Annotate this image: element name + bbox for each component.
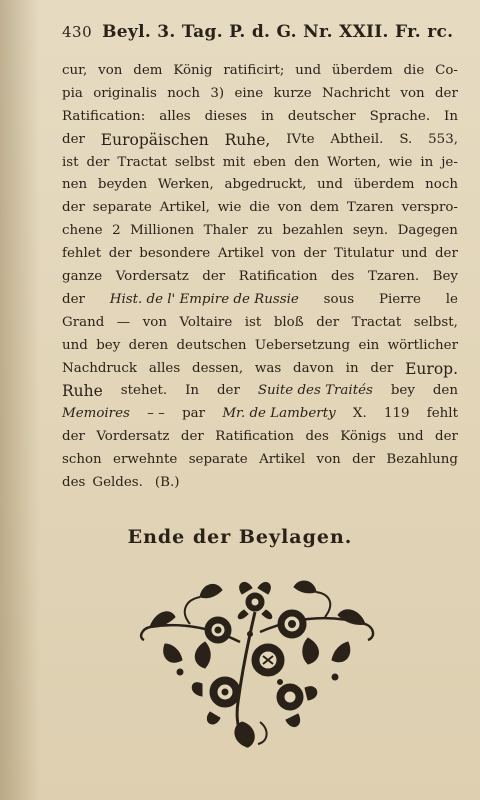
word: erwehnte bbox=[113, 452, 178, 468]
word: stehet. bbox=[120, 383, 168, 399]
word: Voltaire bbox=[179, 314, 233, 330]
word: Königs bbox=[340, 429, 387, 445]
word: ratificirt; bbox=[223, 63, 285, 78]
word: Abtheil. bbox=[330, 131, 384, 147]
word: chene bbox=[62, 223, 103, 239]
word: der bbox=[216, 383, 240, 399]
word: der bbox=[62, 291, 85, 307]
word: bey bbox=[390, 383, 415, 399]
italic-author: Mr. de Lamberty bbox=[222, 406, 336, 422]
section-marker: (B.) bbox=[154, 475, 180, 491]
word: davon bbox=[293, 360, 334, 376]
word: cur, bbox=[62, 63, 88, 78]
word: Millionen bbox=[130, 223, 195, 239]
word: die bbox=[249, 200, 270, 216]
word: überdem bbox=[331, 63, 393, 78]
text-line bbox=[62, 174, 458, 197]
word: in bbox=[260, 108, 274, 124]
word: und bbox=[397, 429, 424, 445]
word: Ratification bbox=[238, 269, 318, 285]
text-line bbox=[62, 403, 458, 426]
word: Tzaren. bbox=[367, 269, 420, 285]
word: der bbox=[180, 429, 204, 445]
word: kurze bbox=[273, 85, 312, 101]
word: und bbox=[62, 337, 88, 353]
word: der bbox=[108, 246, 132, 262]
word: deren bbox=[128, 337, 169, 353]
word: Dagegen bbox=[397, 223, 458, 239]
word: 3) bbox=[210, 85, 225, 101]
word: der bbox=[62, 429, 85, 445]
word: Thaler bbox=[203, 223, 248, 239]
word: Tractat bbox=[117, 154, 167, 170]
word: Artikel, bbox=[159, 200, 210, 216]
text-line bbox=[62, 335, 458, 358]
word: Tzaren bbox=[346, 200, 394, 216]
word: von bbox=[98, 63, 123, 78]
word: der bbox=[62, 131, 85, 147]
word: je- bbox=[441, 154, 458, 170]
word: le bbox=[445, 291, 458, 307]
word: Europ. bbox=[405, 359, 458, 378]
word: verspro- bbox=[401, 200, 458, 216]
text-line bbox=[62, 472, 458, 495]
word: Sprache. bbox=[369, 108, 431, 124]
body-text bbox=[62, 60, 458, 495]
word: Co- bbox=[435, 63, 458, 78]
word: abgedruckt, bbox=[224, 177, 307, 193]
word: Geldes. bbox=[92, 475, 143, 491]
word: 2 bbox=[112, 223, 121, 239]
word: des bbox=[331, 269, 355, 285]
word: nen bbox=[62, 177, 88, 193]
word: in bbox=[345, 360, 359, 376]
word: par bbox=[182, 406, 206, 422]
word: — bbox=[116, 314, 131, 330]
text-line bbox=[62, 266, 458, 289]
word: von bbox=[271, 246, 296, 262]
word: und bbox=[401, 246, 428, 262]
text-line bbox=[62, 220, 458, 243]
text-line bbox=[62, 289, 458, 312]
word: pia bbox=[62, 85, 83, 101]
word: der bbox=[202, 269, 226, 285]
text-line bbox=[62, 129, 458, 152]
word: In bbox=[444, 108, 458, 124]
word: eine bbox=[234, 85, 264, 101]
word: fehlt bbox=[426, 406, 458, 422]
word: der bbox=[434, 246, 458, 262]
running-head: Beyl. 3. Tag. P. d. G. Nr. XXII. Fr. rc. bbox=[102, 22, 454, 42]
word: noch bbox=[425, 177, 458, 193]
word: Artikel bbox=[259, 452, 306, 468]
word: Nachdruck bbox=[62, 360, 138, 376]
word: dem bbox=[309, 200, 340, 216]
word: von bbox=[277, 200, 303, 216]
word: ein bbox=[358, 337, 380, 353]
word: Pierre bbox=[378, 291, 421, 307]
word: in bbox=[420, 154, 434, 170]
word: Titulatur bbox=[333, 246, 394, 262]
word: sous bbox=[323, 291, 355, 307]
word: wie bbox=[388, 154, 413, 170]
word: wörtlicher bbox=[387, 337, 458, 353]
word: – – bbox=[147, 406, 165, 422]
word: Vordersatz bbox=[115, 269, 189, 285]
word: Ruhe, bbox=[224, 130, 271, 149]
word: dessen, bbox=[192, 360, 244, 376]
word: bloß bbox=[273, 314, 304, 330]
word: 119 bbox=[383, 406, 410, 422]
word: den bbox=[294, 154, 320, 170]
word: In bbox=[185, 383, 200, 399]
word: deutscher bbox=[287, 108, 356, 124]
text-line bbox=[62, 83, 458, 106]
word: des bbox=[305, 429, 329, 445]
word: selbst, bbox=[413, 314, 458, 330]
text-line bbox=[62, 312, 458, 335]
word: von bbox=[142, 314, 167, 330]
word: beyden bbox=[97, 177, 148, 193]
text-line bbox=[62, 106, 458, 129]
word: von bbox=[316, 452, 341, 468]
word: Nachricht bbox=[322, 85, 391, 101]
word: dem bbox=[133, 63, 163, 78]
text-line bbox=[62, 243, 458, 266]
word: wie bbox=[217, 200, 242, 216]
word: bezahlen bbox=[282, 223, 344, 239]
text-line bbox=[62, 449, 458, 472]
word: bey bbox=[96, 337, 121, 353]
word: separate bbox=[188, 452, 248, 468]
word: von bbox=[400, 85, 425, 101]
word: der bbox=[352, 452, 376, 468]
word: Artikel bbox=[217, 246, 264, 262]
text-line bbox=[62, 152, 458, 175]
floral-vignette-icon bbox=[130, 572, 380, 752]
word: originalis bbox=[93, 85, 157, 101]
word: selbst bbox=[174, 154, 215, 170]
word: und bbox=[317, 177, 343, 193]
word: Werken, bbox=[157, 177, 214, 193]
text-line bbox=[62, 426, 458, 449]
page-number: 430 bbox=[62, 23, 93, 41]
closing-heading: Ende der Beylagen. bbox=[127, 526, 353, 548]
word: der bbox=[86, 154, 110, 170]
text-line bbox=[62, 380, 458, 403]
word: alles bbox=[159, 108, 191, 124]
word: ist bbox=[62, 154, 79, 170]
word: des bbox=[62, 475, 86, 491]
word: schon bbox=[62, 452, 102, 468]
word: S. bbox=[399, 131, 413, 147]
word: der bbox=[316, 314, 340, 330]
word: Ratification bbox=[215, 429, 295, 445]
word: Bezahlung bbox=[386, 452, 458, 468]
word: was bbox=[254, 360, 282, 376]
word: Ruhe bbox=[62, 382, 103, 401]
word: Ratification: bbox=[62, 108, 146, 124]
word: König bbox=[173, 63, 213, 78]
word: seyn. bbox=[352, 223, 389, 239]
word: dieses bbox=[204, 108, 248, 124]
word: ist bbox=[244, 314, 262, 330]
word: besondere bbox=[139, 246, 211, 262]
italic-title: Hist. de l' Empire de Russie bbox=[109, 291, 299, 307]
text-line bbox=[62, 60, 458, 83]
word: Vordersatz bbox=[96, 429, 170, 445]
word: die bbox=[403, 63, 425, 78]
word: Tractat bbox=[351, 314, 402, 330]
text-line bbox=[62, 358, 458, 381]
word: der bbox=[303, 246, 327, 262]
word: der bbox=[434, 85, 458, 101]
page-header bbox=[62, 22, 454, 46]
word: der bbox=[370, 360, 394, 376]
word: X. bbox=[352, 406, 367, 422]
word: den bbox=[432, 383, 458, 399]
italic-title: Memoires bbox=[62, 406, 130, 422]
word: Worten, bbox=[327, 154, 381, 170]
text-line bbox=[62, 197, 458, 220]
word: eben bbox=[253, 154, 287, 170]
word: alles bbox=[148, 360, 181, 376]
italic-title: Suite des Traités bbox=[257, 383, 373, 399]
word: Bey bbox=[432, 269, 458, 285]
word: mit bbox=[222, 154, 246, 170]
word: IVte bbox=[286, 131, 315, 147]
word: überdem bbox=[353, 177, 415, 193]
word: noch bbox=[167, 85, 200, 101]
word: ganze bbox=[62, 269, 103, 285]
word: der bbox=[62, 200, 85, 216]
word: Europäischen bbox=[100, 130, 209, 149]
word: 553, bbox=[428, 131, 458, 147]
word: und bbox=[295, 63, 322, 78]
word: zu bbox=[257, 223, 273, 239]
word: deutschen bbox=[176, 337, 247, 353]
word: Grand bbox=[62, 314, 105, 330]
word: fehlet bbox=[62, 246, 102, 262]
word: separate bbox=[92, 200, 152, 216]
word: Uebersetzung bbox=[254, 337, 351, 353]
word: der bbox=[435, 429, 458, 445]
